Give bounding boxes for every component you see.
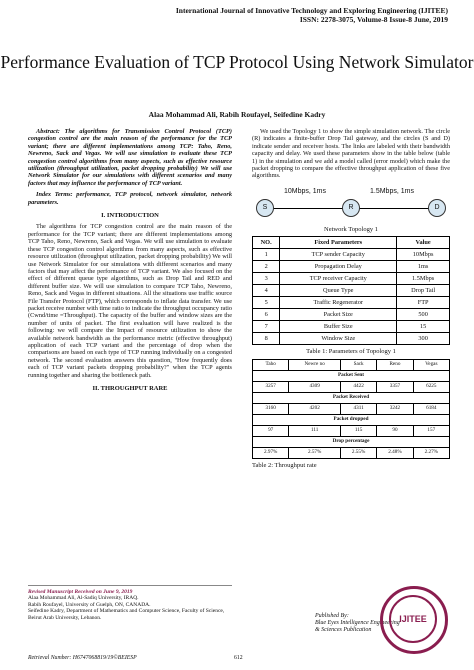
author-footnote: [28, 585, 232, 621]
cell: 2.55%: [340, 447, 376, 458]
cell: Traffic Regenerator: [280, 297, 397, 309]
cell: 6: [253, 309, 280, 321]
table-row: [253, 321, 450, 333]
cell: 90: [377, 425, 413, 436]
publisher-name: Blue Eyes Intelligence Engineering: [315, 620, 400, 626]
cell: 1ms: [397, 261, 450, 273]
table-row: [253, 425, 450, 436]
cell: 3: [253, 273, 280, 285]
header-value: Value: [397, 237, 450, 249]
cell: 2.27%: [413, 447, 449, 458]
column-header: Reno: [377, 359, 413, 370]
topology-caption: Network Topology 1: [324, 225, 378, 233]
cell: 1: [253, 249, 280, 261]
section-heading-throughput: II. THROUGHPUT RARE: [92, 385, 168, 392]
table-row: [253, 285, 450, 297]
journal-logo: [380, 586, 448, 654]
table-row: [253, 309, 450, 321]
table-row: [253, 249, 450, 261]
table-row: [253, 333, 450, 345]
author-affiliation-1: Alaa Mohammad Ali, Al-Sadiq University, IRAQ.: [28, 595, 139, 602]
cell: 1.5Mbps: [397, 273, 450, 285]
group-label-row: [253, 414, 450, 425]
link-r-d: [355, 208, 438, 210]
cell: Window Size: [280, 333, 397, 345]
cell: 111: [289, 425, 341, 436]
cell: FTP: [397, 297, 450, 309]
group-label: Packet Received: [253, 392, 450, 403]
group-label: Packet Sent: [253, 370, 450, 381]
cell: 2: [253, 261, 280, 273]
introduction-text: The algorithms for TCP congestion control are the main reason of the performance for the TCP variant; there are different implementations among TCP Taho, Reno, Newreno, Sack and Vegas. We will use simulation to evaluate these TCP congestion control algorithms from many aspects, such as effective resource utilization (throughput utilization, packet dropping probability) We will use Network Simulator for our simulations with different scenarios and many factors that may affect the performance of TCP variant. We also focused on the effect of different queue type algorithms, such as Drop Tail and RED and different buffer size. We will use simulation to compare TCP Taho, Newreno, Reno, Sack and Vegas in different situations. All the situations use traffic source File Transfer Protocol (FTP), which corresponds to inflate data transfer. We use packet receive number with time ratio to indicate the throughput occupancy ratio (Cwnd/time =Throughput). The capacity of the buffer and window sizes are the number of units of packet. The first evaluation will have realized is the following: we will compare the Impact of resource utilization to show the available network bandwidth as the performance metric (effective throughput) application of each TCP variant and the percentage of drop when the comparisons are based on each type of TCP running individually on a congested network. The second evaluation answers this question, "How frequently does each of TCP variant packets dropping probability?" when the TCP agents running together and sharing the bottleneck path.: [28, 223, 232, 379]
published-by: Published By:: [315, 613, 349, 619]
column-header: Sack: [340, 359, 376, 370]
cell: Queue Type: [280, 285, 397, 297]
table-row: [253, 297, 450, 309]
cell: 157: [413, 425, 449, 436]
cell: 2.48%: [377, 447, 413, 458]
section-heading-introduction: I. INTRODUCTION: [101, 212, 159, 220]
cell: Drop Tail: [397, 285, 450, 297]
cell: 500: [397, 309, 450, 321]
cell: 8: [253, 333, 280, 345]
right-column: [252, 128, 450, 472]
table-header-row: [253, 359, 450, 370]
group-label-row: [253, 436, 450, 447]
column-header: Taho: [253, 359, 289, 370]
cell: 3160: [253, 403, 289, 414]
cell: 4422: [340, 381, 376, 392]
table-row: [253, 261, 450, 273]
cell: 4202: [289, 403, 341, 414]
logo-inner-ring: [389, 595, 437, 643]
cell: 3257: [253, 381, 289, 392]
cell: 115: [340, 425, 376, 436]
node-s: S: [256, 199, 274, 217]
table1-caption: Table 1: Parameters of Topology 1: [306, 348, 396, 356]
parameters-table: [252, 236, 450, 345]
cell: 15: [397, 321, 450, 333]
left-column: [28, 128, 232, 396]
publisher-name-2: & Sciences Publication: [315, 627, 372, 633]
group-label-row: [253, 370, 450, 381]
cell: 4: [253, 285, 280, 297]
paper-authors: Alaa Mohammad Ali, Rabih Roufayel, Seifedine Kadry: [148, 110, 326, 119]
cell: 3357: [377, 381, 413, 392]
cell: 7: [253, 321, 280, 333]
topology-description: We used the Topology 1 to show the simple simulation network. The circle (R) indicates a finite-buffer Drop Tail gateway, and the circles (S and D) indicate sender and receiver hosts. The links are labeled with their bandwidth capacity and delay. We used these parameters show in the table below (table 1) in the simulation and we add a model called (error model) which make the packet dropping to compare the effective throughput application of these five algorithms.: [252, 128, 450, 180]
group-label: Packet dropped: [253, 414, 450, 425]
author-affiliation-2: Rabih Roufayel, University of Guelph, ON, CANADA.: [28, 601, 151, 608]
cell: 6184: [413, 403, 449, 414]
header-no: NO.: [253, 237, 280, 249]
table2-caption: Table 2: Throughput rate: [252, 461, 317, 469]
cell: 300: [397, 333, 450, 345]
abstract: Abstract: The algorithms for Transmission Control Protocol (TCP) congestion control are the main reason of the performance for the TCP variant; there are different implementations among TCP: Taho, Reno, Newreno, Sack and Vegas. We will use simulation to evaluate these TCP congestion control algorithms from many aspects, such as effective resource utilization (throughput utilization, packet dropping probability) We will use Network Simulator for our simulations with different scenarios and many factors that may influence the performance of TCP variant.: [28, 128, 232, 187]
table-row: [253, 403, 450, 414]
cell: TCP receiver Capacity: [280, 273, 397, 285]
paper-title: Performance Evaluation of TCP Protocol Using Network Simulator: [0, 52, 474, 72]
journal-name: International Journal of Innovative Technology and Exploring Engineering (IJITEE): [175, 6, 448, 15]
column-header: Vegas: [413, 359, 449, 370]
cell: 4309: [289, 381, 341, 392]
network-topology-diagram: [252, 186, 450, 222]
link-s-r: [264, 208, 347, 210]
header-fixed-params: Fixed Parameters: [280, 237, 397, 249]
cell: 6225: [413, 381, 449, 392]
cell: Packet Size: [280, 309, 397, 321]
table-row: [253, 381, 450, 392]
page-number: 612: [234, 655, 243, 661]
cell: Buffer Size: [280, 321, 397, 333]
cell: 97: [253, 425, 289, 436]
group-label: Drop percentage: [253, 436, 450, 447]
cell: 5: [253, 297, 280, 309]
link2-label: 1.5Mbps, 1ms: [370, 187, 414, 195]
table-row: [253, 273, 450, 285]
cell: Propagation Delay: [280, 261, 397, 273]
cell: 3242: [377, 403, 413, 414]
retrieval-number: Retrieval Number: H6747068819/19©BEIESP: [28, 655, 137, 661]
column-header: Newre no: [289, 359, 341, 370]
journal-header: [8, 6, 448, 24]
group-label-row: [253, 392, 450, 403]
cell: 2.97%: [253, 447, 289, 458]
cell: 10Mbps: [397, 249, 450, 261]
node-d: D: [428, 199, 446, 217]
cell: 4311: [340, 403, 376, 414]
table-header-row: [253, 237, 450, 249]
index-terms: Index Terms: performance, TCP protocol, network simulator, network parameters.: [28, 191, 232, 206]
link1-label: 10Mbps, 1ms: [284, 187, 327, 195]
cell: TCP sender Capacity: [280, 249, 397, 261]
author-affiliation-3: Seifedine Kadry, Department of Mathematics and Computer Science, Faculty of Science, Beirut Arab University, Lebanon.: [28, 608, 225, 621]
journal-issn: ISSN: 2278-3075, Volume-8 Issue-8 June, 2019: [299, 15, 448, 24]
revised-date: Revised Manuscript Received on June 9, 2019: [28, 589, 133, 595]
table-row: [253, 447, 450, 458]
logo-text: IJITEE: [399, 614, 427, 624]
cell: 2.57%: [289, 447, 341, 458]
node-r: R: [342, 199, 360, 217]
throughput-table: [252, 359, 450, 459]
